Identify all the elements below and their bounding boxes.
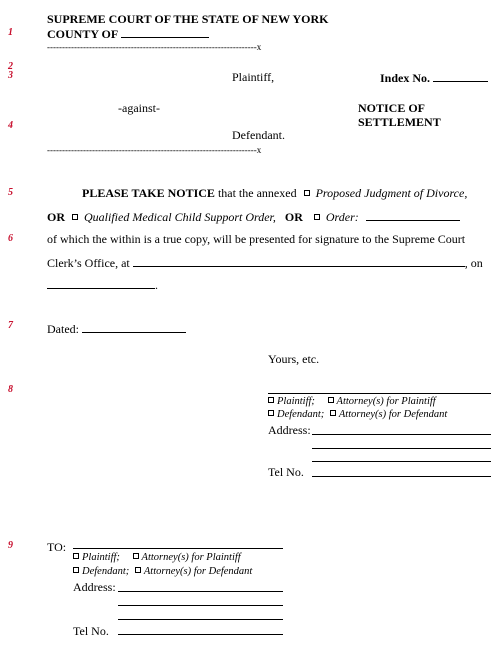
document-title-line-2: SETTLEMENT [358,115,441,129]
line-number-5: 5 [8,187,13,198]
or-label-1: OR [47,210,65,224]
location-field[interactable] [133,255,465,267]
against-label: -against- [118,101,160,115]
sig-address-field-2[interactable] [312,448,491,449]
caption-bottom-rule: ----------------------------------------------------------------------x [47,145,262,155]
signature-role-line-2 [268,409,447,420]
or-label-2: OR [284,210,303,224]
please-take-notice: PLEASE TAKE NOTICE [82,186,215,200]
line-number-2: 2 [8,61,13,72]
to-role-line-1 [73,552,241,563]
sig-defendant-label: Defendant; [277,409,325,420]
to-label: TO: [47,540,67,554]
index-number-line [380,70,488,86]
line-number-1: 1 [8,27,13,38]
order-field[interactable] [366,209,460,221]
line-number-8: 8 [8,384,13,395]
period: . [155,278,158,292]
plaintiff-label: Plaintiff, [232,70,275,84]
true-copy-text: of which the within is a true copy, will be presented for signature to the Supreme Court [47,232,466,246]
to-name-field[interactable] [73,548,283,549]
defendant-label: Defendant. [232,128,285,142]
checkbox-qmcso[interactable] [72,214,78,220]
line-number-4: 4 [8,120,13,131]
signature-line[interactable] [268,393,491,394]
line-number-7: 7 [8,320,13,331]
to-plaintiff-label: Plaintiff; [82,552,120,563]
clerks-office-label: Clerk’s Office, at [47,256,130,270]
dated-label: Dated: [47,322,79,336]
sig-atty-plaintiff-label: Attorney(s) for Plaintiff [336,396,436,407]
line-number-9: 9 [8,540,13,551]
checkbox-sig-atty-defendant[interactable] [330,410,336,416]
checkbox-to-atty-defendant[interactable] [135,567,141,573]
document-title-line-1: NOTICE OF [358,101,426,115]
to-atty-plaintiff-label: Attorney(s) for Plaintiff [141,552,241,563]
checkbox-sig-defendant[interactable] [268,410,274,416]
checkbox-to-defendant[interactable] [73,567,79,573]
presentation-date-field[interactable] [47,277,155,289]
to-address-field-2[interactable] [118,605,283,606]
to-tel-field[interactable] [118,634,283,635]
to-address-field-1[interactable] [118,591,283,592]
checkbox-sig-plaintiff[interactable] [268,397,274,403]
dated-line [47,321,186,337]
to-role-line-2 [73,566,252,577]
yours-etc: Yours, etc. [268,352,320,366]
caption-top-rule: ----------------------------------------------------------------------x [47,42,262,52]
to-address-field-3[interactable] [118,619,283,620]
checkbox-to-plaintiff[interactable] [73,553,79,559]
sig-tel-field[interactable] [312,476,491,477]
annexed-text: that the annexed [217,186,297,200]
checkbox-order[interactable] [314,214,320,220]
sig-atty-defendant-label: Attorney(s) for Defendant [338,409,448,420]
notice-line-1 [82,186,467,201]
notice-line-2 [47,209,460,225]
line-number-6: 6 [8,233,13,244]
date-presented-line [47,277,158,293]
sig-address-label: Address: [268,423,311,437]
clerks-office-line [47,255,483,271]
sig-address-field-3[interactable] [312,461,491,462]
line-number-3: 3 [8,70,13,81]
on-label: , on [464,256,483,270]
index-label: Index No. [380,71,431,85]
signature-role-line-1 [268,396,436,407]
option-proposed-judgment: Proposed Judgment of Divorce, [315,186,468,200]
dated-field[interactable] [82,321,186,333]
option-order: Order: [325,210,359,224]
to-atty-defendant-label: Attorney(s) for Defendant [143,566,253,577]
option-qmcso: Qualified Medical Child Support Order, [84,210,276,224]
checkbox-proposed-judgment[interactable] [304,190,310,196]
sig-tel-label: Tel No. [268,465,304,479]
to-defendant-label: Defendant; [82,566,130,577]
to-tel-label: Tel No. [73,624,109,638]
index-number-field[interactable] [433,70,488,82]
to-address-label: Address: [73,580,116,594]
checkbox-to-atty-plaintiff[interactable] [133,553,139,559]
county-line [47,26,209,42]
sig-address-field-1[interactable] [312,434,491,435]
sig-plaintiff-label: Plaintiff; [277,396,315,407]
county-label: COUNTY OF [47,27,118,41]
checkbox-sig-atty-plaintiff[interactable] [328,397,334,403]
county-field[interactable] [121,26,209,38]
court-name: SUPREME COURT OF THE STATE OF NEW YORK [47,12,329,26]
